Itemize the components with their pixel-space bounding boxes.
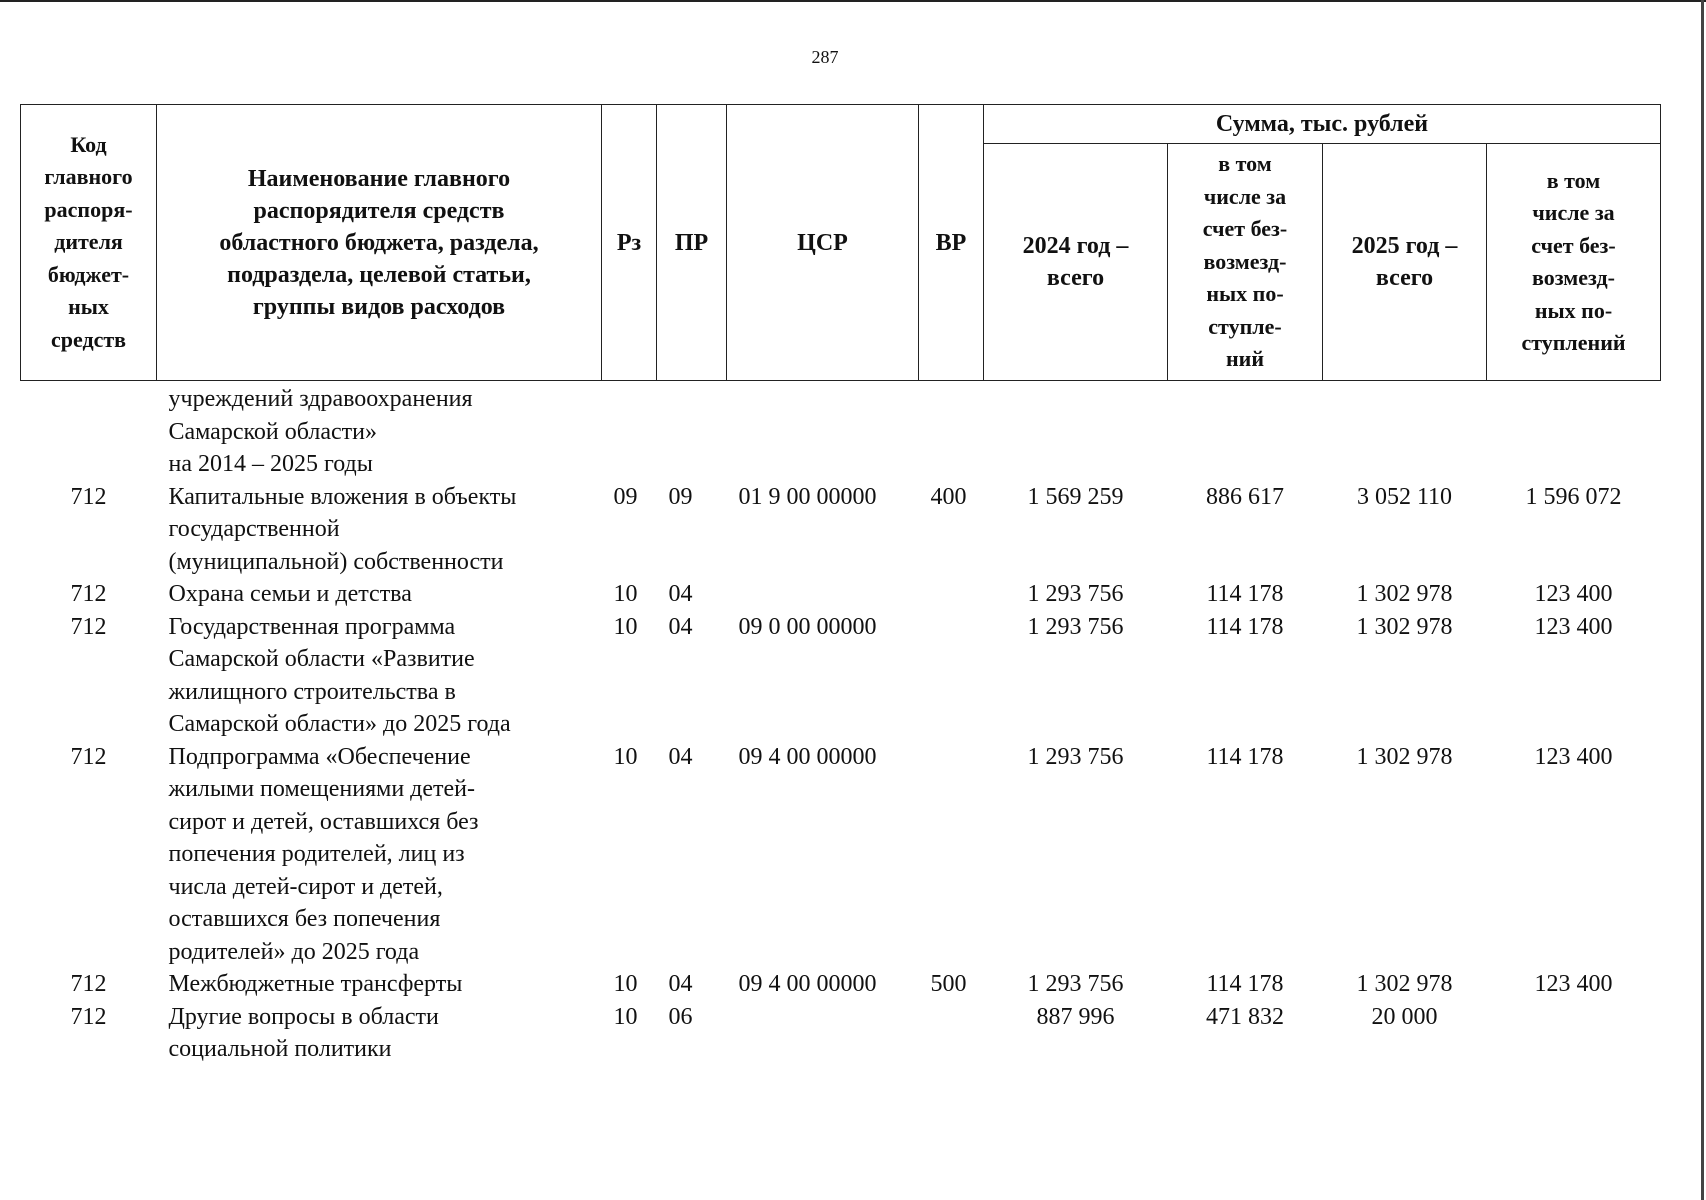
cell-vr [919, 741, 984, 969]
cell-pr: 04 [668, 581, 693, 607]
cell-name: Капитальные вложения в объекты государственной (муниципальной) собственности [168, 483, 517, 575]
cell-2025-grants [1487, 381, 1661, 481]
cell-rz: 10 [613, 743, 638, 770]
cell-2024-grants: 471 832 [1206, 1003, 1284, 1030]
cell-2024-total [984, 381, 1168, 481]
cell-2024-total: 1 293 756 [1027, 581, 1124, 607]
table-row [21, 481, 1661, 579]
cell-2024-grants [1168, 381, 1323, 481]
top-page-border [0, 0, 1706, 2]
cell-vr: 500 [930, 971, 967, 997]
cell-csr [727, 1001, 919, 1066]
cell-name: Межбюджетные трансферты [168, 971, 463, 997]
cell-csr [727, 381, 919, 481]
cell-csr: 09 4 00 00000 [738, 971, 877, 997]
cell-2025-grants: 123 400 [1534, 613, 1613, 640]
cell-rz: 10 [613, 1003, 638, 1030]
cell-name: учреждений здравоохранения Самарской области» на 2014 – 2025 годы [168, 386, 473, 477]
cell-2024-total: 1 293 756 [1027, 613, 1124, 640]
cell-name: Подпрограмма «Обеспечение жилыми помещениями детей- сирот и детей, оставшихся без попечения родителей, лиц из числа детей-сирот и детей, оставшихся без попечения родителей» до 2025 года [168, 743, 479, 965]
header-code: Код главного распоря- дителя бюджет- ных средств [21, 105, 157, 381]
header-2024-grants: в том числе за счет без- возмезд- ных по- ступле- ний [1168, 144, 1323, 381]
cell-2024-total: 1 293 756 [1027, 971, 1124, 997]
cell-2024-total: 1 569 259 [1027, 483, 1124, 510]
cell-vr [919, 578, 984, 611]
cell-code [21, 381, 157, 481]
page-number: 287 [811, 47, 839, 67]
cell-2024-grants: 886 617 [1206, 483, 1284, 510]
cell-pr: 09 [668, 483, 693, 510]
cell-code: 712 [70, 1003, 107, 1030]
cell-2025-total: 1 302 978 [1356, 581, 1453, 607]
cell-vr: 400 [930, 483, 967, 510]
cell-rz [602, 381, 657, 481]
cell-2025-total [1323, 381, 1487, 481]
cell-2024-grants: 114 178 [1206, 743, 1284, 770]
cell-vr [919, 1001, 984, 1066]
cell-code: 712 [70, 971, 107, 997]
table-row [21, 381, 1661, 481]
cell-2024-total: 887 996 [1036, 1003, 1115, 1030]
cell-pr [657, 381, 727, 481]
cell-name: Охрана семьи и детства [168, 581, 412, 607]
table-header [21, 105, 1661, 381]
cell-csr: 09 4 00 00000 [738, 743, 877, 770]
cell-2025-grants: 123 400 [1534, 971, 1613, 997]
cell-2025-grants: 123 400 [1534, 581, 1613, 607]
cell-pr: 04 [668, 613, 693, 640]
header-name: Наименование главного распорядителя средств областного бюджета, раздела, подраздела, целевой статьи, группы видов расходов [157, 105, 602, 381]
cell-2025-grants [1487, 1001, 1661, 1066]
header-2025-total: 2025 год – всего [1323, 144, 1487, 381]
cell-rz: 10 [613, 581, 638, 607]
header-pr: ПР [657, 105, 727, 381]
cell-rz: 10 [613, 971, 638, 997]
cell-2024-grants: 114 178 [1206, 581, 1284, 607]
cell-2025-total: 1 302 978 [1356, 613, 1453, 640]
table-row [21, 578, 1661, 611]
table-row [21, 741, 1661, 969]
cell-2024-grants: 114 178 [1206, 971, 1284, 997]
cell-rz: 10 [613, 613, 638, 640]
cell-csr: 09 0 00 00000 [738, 613, 877, 640]
table-body [21, 381, 1661, 1066]
budget-table [20, 104, 1661, 1066]
cell-vr [919, 611, 984, 741]
header-vr: ВР [919, 105, 984, 381]
cell-csr: 01 9 00 00000 [738, 483, 877, 510]
right-page-border [1701, 0, 1704, 1200]
cell-2024-total: 1 293 756 [1027, 743, 1124, 770]
cell-2025-total: 1 302 978 [1356, 971, 1453, 997]
cell-2025-grants: 123 400 [1534, 743, 1613, 770]
cell-pr: 04 [668, 743, 693, 770]
header-2025-grants: в том числе за счет без- возмезд- ных по- ступлений [1487, 144, 1661, 381]
cell-code: 712 [70, 483, 107, 510]
header-rz: Рз [602, 105, 657, 381]
cell-code: 712 [70, 613, 107, 640]
cell-2024-grants: 114 178 [1206, 613, 1284, 640]
header-csr: ЦСР [727, 105, 919, 381]
header-sum-group: Сумма, тыс. рублей [984, 105, 1661, 144]
cell-2025-grants: 1 596 072 [1525, 483, 1622, 510]
table-row [21, 1001, 1661, 1066]
cell-2025-total: 3 052 110 [1356, 483, 1453, 510]
cell-2025-total: 1 302 978 [1356, 743, 1453, 770]
table-row [21, 611, 1661, 741]
cell-name: Государственная программа Самарской области «Развитие жилищного строительства в Самарской области» до 2025 года [168, 613, 511, 737]
cell-pr: 04 [668, 971, 693, 997]
cell-2025-total: 20 000 [1371, 1003, 1438, 1030]
header-2024-total: 2024 год – всего [984, 144, 1168, 381]
cell-csr [727, 578, 919, 611]
cell-rz: 09 [613, 483, 638, 510]
cell-code: 712 [70, 743, 107, 770]
cell-pr: 06 [668, 1003, 693, 1030]
table-row [21, 968, 1661, 1001]
cell-vr [919, 381, 984, 481]
cell-code: 712 [70, 581, 107, 607]
cell-name: Другие вопросы в области социальной политики [168, 1003, 439, 1062]
